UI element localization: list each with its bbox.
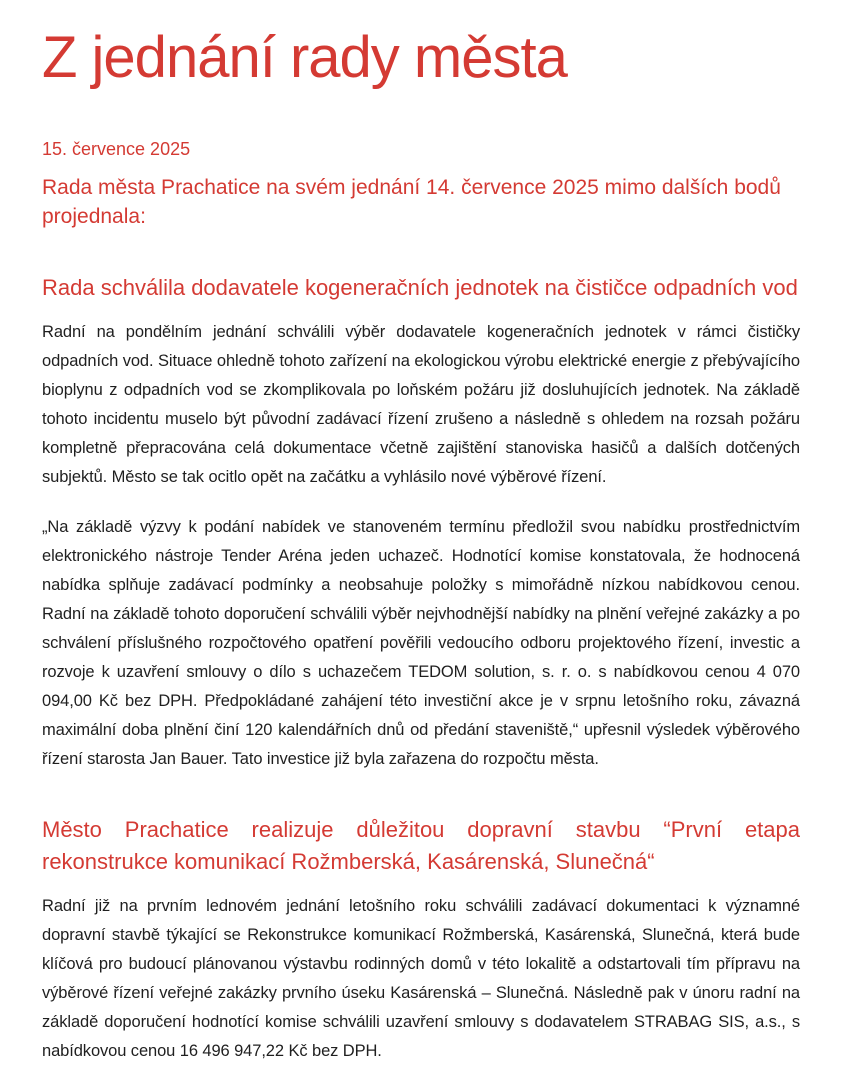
page-title: Z jednání rady města: [42, 25, 567, 90]
body-paragraph: Radní již na prvním lednovém jednání letošního roku schválili zadávací dokumentaci k významné dopravní stavbě týkající se Rekonstrukce komunikací Rožmberská, Kasárenská, Slunečná, která bude klíčová pro budoucí plánovanou výstavbu rodinných domů v této lokalitě a odstartovali tím přípravu na výběrové řízení veřejné zakázky prvního úseku Kasárenská – Slunečná. Následně pak v únoru radní na základě doporučení hodnotící komise schválili uzavření smlouvy s dodavatelem STRABAG SIS, a.s., s nabídkovou cenou 16 496 947,22 Kč bez DPH.: [42, 896, 800, 1060]
article-section-dopravni-stavba: [42, 814, 800, 1065]
section-heading: Rada schválila dodavatele kogeneračních jednotek na čističce odpadních vod: [42, 275, 798, 301]
intro-text: Rada města Prachatice na svém jednání 14. července 2025 mimo dalších bodů projednala:: [42, 175, 781, 229]
body-paragraph: Radní na pondělním jednání schválili výběr dodavatele kogeneračních jednotek v rámci čističky odpadních vod. Situace ohledně tohoto zařízení na ekologickou výrobu elektrické energie z přebývajícího bioplynu z odpadních vod se zkomplikovala po loňském požáru již dosluhujících jednotek. Na základě tohoto incidentu muselo být původní zadávací řízení zrušeno a následně s ohledem na rozsah požáru kompletně přepracována celá dokumentace včetně zajištění stanoviska hasičů a dalších dotčených subjektů. Město se tak ocitlo opět na začátku a vyhlásilo nové výběrové řízení.: [42, 323, 800, 487]
section-heading: Město Prachatice realizuje důležitou dopravní stavbu “První etapa rekonstrukce komunikací Rožmberská, Kasárenská, Slunečná“: [42, 817, 800, 874]
body-paragraph: „Na základě výzvy k podání nabídek ve stanoveném termínu předložil svou nabídku prostřednictvím elektronického nástroje Tender Aréna jeden uchazeč. Hodnotící komise konstatovala, že hodnocená nabídka splňuje zadávací podmínky a neobsahuje položky s mimořádně nízkou nabídkovou cenou. Radní na základě tohoto doporučení schválili výběr nejvhodnější nabídky na plnění veřejné zakázky a po schválení příslušného rozpočtového opatření pověřili vedoucího odboru projektového řízení, investic a rozvoje k uzavření smlouvy o dílo s uchazečem TEDOM solution, s. r. o. s nabídkovou cenou 4 070 094,00 Kč bez DPH. Předpokládané zahájení této investiční akce je v srpnu letošního roku, závazná maximální doba plnění činí 120 kalendářních dnů od předání staveniště,“ upřesnil výsledek výběrového řízení starosta Jan Bauer. Tato investice již byla zařazena do rozpočtu města.: [42, 518, 800, 769]
publish-date: 15. července 2025: [42, 138, 191, 159]
article-section-kogeneracni-jednotky: [42, 272, 800, 774]
